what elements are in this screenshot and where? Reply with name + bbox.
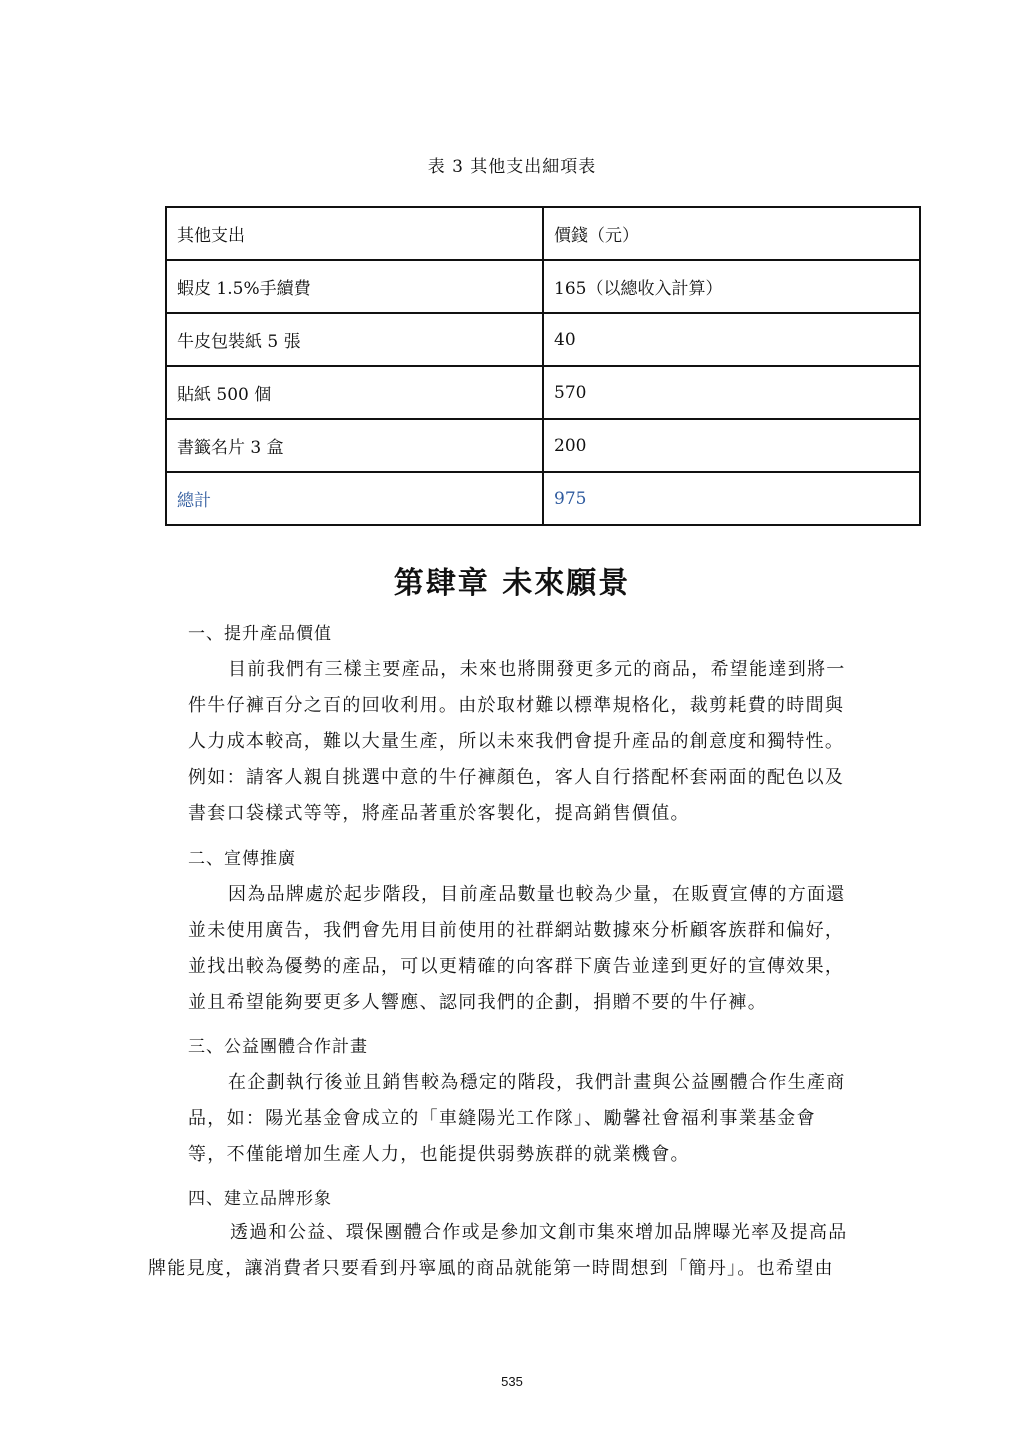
table-total-value: 975	[543, 472, 920, 525]
section-heading: 三、公益團體合作計畫	[188, 1037, 368, 1057]
table-total-row	[166, 472, 920, 525]
table-cell-item: 貼紙 500 個	[166, 366, 543, 419]
table-total-label: 總計	[166, 472, 543, 525]
paragraph-line: 件牛仔褲百分之百的回收利用。由於取材難以標準規格化，裁剪耗費的時間與	[188, 695, 845, 716]
paragraph-line: 書套口袋樣式等等，將產品著重於客製化，提高銷售價值。	[188, 803, 690, 824]
paragraph-line: 人力成本較高，難以大量生產，所以未來我們會提升產品的創意度和獨特性。	[188, 731, 845, 752]
table-cell-price: 570	[543, 366, 920, 419]
table-cell-item: 蝦皮 1.5%手續費	[166, 260, 543, 313]
table-row	[166, 366, 920, 419]
paragraph-line: 因為品牌處於起步階段，目前產品數量也較為少量，在販賣宣傳的方面還	[228, 884, 846, 905]
section-heading: 一、提升產品價值	[188, 624, 332, 644]
section-heading: 四、建立品牌形象	[188, 1189, 332, 1209]
table-header-row	[166, 207, 920, 260]
paragraph-line: 透過和公益、環保團體合作或是參加文創市集來增加品牌曝光率及提高品	[230, 1222, 848, 1243]
table-cell-item: 牛皮包裝紙 5 張	[166, 313, 543, 366]
table-row	[166, 313, 920, 366]
page-number: 535	[501, 1374, 523, 1389]
table-header-cell: 其他支出	[166, 207, 543, 260]
paragraph-line: 品，如：陽光基金會成立的「車縫陽光工作隊」、勵馨社會福利事業基金會	[188, 1108, 816, 1129]
paragraph-line: 並未使用廣告，我們會先用目前使用的社群網站數據來分析顧客族群和偏好，	[188, 920, 845, 941]
table-cell-price: 165（以總收入計算）	[543, 260, 920, 313]
paragraph-line: 並找出較為優勢的產品，可以更精確的向客群下廣告並達到更好的宣傳效果，	[188, 956, 845, 977]
table-row	[166, 419, 920, 472]
paragraph-line: 等，不僅能增加生產人力，也能提供弱勢族群的就業機會。	[188, 1144, 690, 1165]
table-cell-item: 書籤名片 3 盒	[166, 419, 543, 472]
section-heading: 二、宣傳推廣	[188, 849, 296, 869]
paragraph-line: 例如：請客人親自挑選中意的牛仔褲顏色，客人自行搭配杯套兩面的配色以及	[188, 767, 845, 788]
table-cell-price: 200	[543, 419, 920, 472]
paragraph-line: 在企劃執行後並且銷售較為穩定的階段，我們計畫與公益團體合作生產商	[228, 1072, 846, 1093]
table-row	[166, 260, 920, 313]
chapter-title: 第肆章 未來願景	[393, 566, 631, 601]
table-caption: 表 3 其他支出細項表	[427, 157, 597, 177]
paragraph-line: 並且希望能夠要更多人響應、認同我們的企劃，捐贈不要的牛仔褲。	[188, 992, 767, 1013]
table-cell-price: 40	[543, 313, 920, 366]
table-header-cell: 價錢（元）	[543, 207, 920, 260]
other-expenses-table	[165, 206, 921, 526]
paragraph-line: 牌能見度，讓消費者只要看到丹寧風的商品就能第一時間想到「簡丹」。也希望由	[148, 1258, 834, 1279]
paragraph-line: 目前我們有三樣主要產品，未來也將開發更多元的商品，希望能達到將一	[228, 659, 846, 680]
